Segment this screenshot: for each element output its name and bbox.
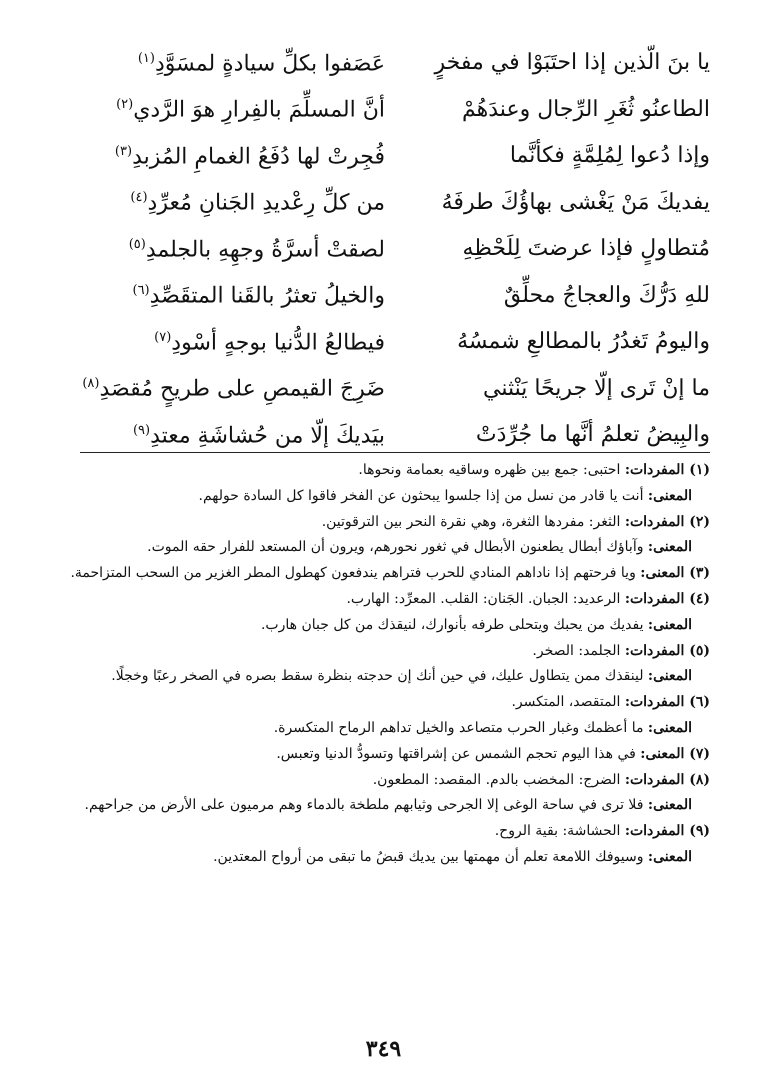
verse-first-hemistich: واليومُ تَغدُرُ بالمطالعِ شمسُهُ (457, 329, 710, 355)
footnote-text: الثغر: مفردها الثغرة، وهي نقرة النحر بين الترقوتين. (321, 513, 625, 530)
verse-second-hemistich (70, 98, 385, 121)
footnote-text: الضرج: المخضب بالدم. المقصد: المطعون. (372, 771, 625, 788)
footnote-text: وسيوفك اللامعة تعلم أن مهمتها بين يديك قبضُ ما تبقى من أرواح المعتدين. (213, 848, 648, 865)
footnote-lead: (٩) المفردات: (624, 823, 710, 840)
footnote-line (60, 690, 710, 716)
footnote-line (60, 484, 710, 510)
verse-line (70, 87, 710, 134)
footnote-line (60, 510, 710, 536)
footnote-line (60, 768, 710, 794)
verse-line (70, 226, 710, 273)
verse-first-hemistich: يفديكَ مَنْ يَغْشى بهاؤُكَ طرفَهُ (441, 189, 710, 215)
footnote-ref: (٣) (114, 143, 133, 159)
footnote-line (60, 664, 710, 690)
footnote-lead: المعنى: (647, 668, 692, 685)
footnote-ref: (٧) (154, 329, 172, 345)
footnote-text: المتقصد، المتكسر. (511, 694, 625, 711)
footnote-line (60, 613, 710, 639)
footnote-lead: (٤) المفردات: (624, 590, 710, 607)
footnote-line (60, 742, 710, 768)
footnote-line (60, 845, 710, 871)
footnote-lead: (٥) المفردات: (624, 642, 710, 659)
verse-second-text: فيطالعُ الدُّنيا بوجهٍ أسْودِ (171, 329, 385, 355)
verse-first-hemistich: الطاعنُو ثُغَرِ الرِّجال وعندَهُمْ (462, 96, 710, 122)
verse-first-hemistich: مُتطاولٍ فإذا عرضتَ لِلَحْظِهِ (462, 236, 710, 262)
verse-line (70, 366, 710, 413)
page-number: ٣٤٩ (365, 1036, 402, 1062)
verse-line (70, 133, 710, 180)
verse-line (70, 180, 710, 227)
verse-second-text: والخيلُ تعثرُ بالقَنا المتقَصِّدِ (149, 283, 385, 309)
footnote-lead: المعنى: (647, 848, 692, 865)
footnote-lead: المعنى: (647, 797, 692, 814)
footnote-ref: (٢) (116, 97, 134, 113)
footnote-text: ما أعظمك وغبار الحرب متصاعد والخيل تداهم الرماح المتكسرة. (273, 719, 648, 736)
verse-second-text: فُجِرتْ لها دُفَعُ الغمامِ المُزبدِ (132, 143, 385, 169)
footnote-lead: المعنى: (647, 719, 692, 736)
footnote-line (60, 716, 710, 742)
verse-first-hemistich: والبِيضُ تعلمُ أنَّها ما جُرِّدَتْ (475, 422, 710, 448)
footnote-lead: المعنى: (647, 616, 692, 633)
footnote-lead: (١) المفردات: (624, 462, 710, 478)
footnote-text: وآباؤك أبطال يطعنون الأبطال في ثغور نحورهم، ويرون أن المستعد للفرار حقه الموت. (147, 539, 648, 556)
footnote-lead: (٨) المفردات: (624, 771, 710, 788)
verse-second-hemistich (70, 191, 385, 214)
footnote-line (60, 587, 710, 613)
verse-first-hemistich: للهِ دَرُّكَ والعجاجُ محلِّقٌ (503, 282, 710, 308)
footnote-text: الرعديد: الجبان. الجَنان: القلب. المعرِّد: الهارب. (346, 590, 625, 607)
verse-second-hemistich (70, 284, 385, 307)
footnote-ref: (٩) (132, 422, 151, 438)
footnote-lead: (٧) المعنى: (640, 745, 710, 762)
footnote-text: في هذا اليوم تحجم الشمس عن إشراقتها وتسودُّ الدنيا وتعبس. (276, 745, 641, 762)
verse-second-hemistich (70, 238, 385, 261)
verse-second-hemistich (70, 424, 385, 447)
verse-second-text: عَصَفوا بكلِّ سيادةٍ لمسَوَّدِ (154, 50, 385, 76)
verse-second-text: ضَرِجَ القيمصِ على طريحٍ مُقصَدِ (99, 376, 385, 402)
footnote-lead: (٢) المفردات: (624, 513, 710, 530)
verse-second-hemistich (70, 145, 385, 168)
footnote-line (60, 458, 710, 484)
footnote-separator (80, 452, 710, 453)
verse-first-hemistich: وإذا دُعوا لِمُلِمَّةٍ فكأنَّما (509, 143, 710, 169)
footnote-line (60, 535, 710, 561)
footnote-lead: (٦) المفردات: (624, 694, 710, 711)
footnote-ref: (٥) (128, 236, 146, 252)
verse-second-hemistich (70, 377, 385, 400)
footnotes (60, 458, 710, 871)
footnote-ref: (٤) (130, 190, 148, 206)
footnote-text: فلا ترى في ساحة الوغى إلا الجرحى وثيابهم ملطخة بالدماء وهم مرميون على الأرض من جراحهم. (84, 797, 648, 814)
verse-line (70, 319, 710, 366)
footnote-text: أنت يا قادر من نسل من إذا جلسوا يبحثون عن الفخر فاقوا كل السادة حولهم. (198, 487, 648, 504)
footnote-line (60, 819, 710, 845)
footnote-lead: (٣) المعنى: (640, 565, 710, 582)
footnote-line (60, 639, 710, 665)
footnote-ref: (١) (137, 50, 155, 66)
verse-second-text: أنَّ المسلِّمَ بالفِرارِ هوَ الرَّدي (133, 97, 385, 123)
footnote-text: ويا فرحتهم إذا ناداهم المنادي للحرب فتراهم يندفعون كهطول المطر الغزير من السحب المتزاحمة. (70, 565, 641, 582)
footnote-ref: (٨) (82, 376, 100, 392)
verse-second-text: بيَديكَ إلّا من حُشاشَةِ معتدِ (150, 422, 385, 448)
footnote-line (60, 561, 710, 587)
verse-line (70, 40, 710, 87)
poem-verses (70, 40, 710, 459)
footnote-lead: المعنى: (647, 539, 692, 556)
verse-second-text: من كلِّ رِعْديدِ الجَنانِ مُعرِّدِ (147, 190, 385, 216)
footnote-line (60, 793, 710, 819)
footnote-text: يفديك من يحبك ويتحلى طرفه بأنوارك، لنيقذك من كل جبان هارب. (260, 616, 648, 633)
verse-first-hemistich: يا بنَ الّذين إذا احتَبَوْا في مفخرٍ (434, 50, 710, 76)
footnote-text: الحشاشة: بقية الروح. (494, 823, 625, 840)
verse-line (70, 273, 710, 320)
footnote-lead: المعنى: (647, 487, 692, 504)
footnote-text: احتبى: جمع بين ظهره وساقيه بعمامة ونحوها. (358, 462, 625, 478)
verse-first-hemistich: ما إنْ تَرى إلّا جريحًا يَنْثني (482, 375, 710, 401)
verse-second-hemistich (70, 331, 385, 354)
footnote-ref: (٦) (132, 283, 150, 299)
verse-second-hemistich (70, 52, 385, 75)
verse-second-text: لصقتْ أسرَّةُ وجهِهِ بالجلمدِ (145, 236, 385, 262)
footnote-text: لينقذك ممن يتطاول عليك، في حين أنك إن حدجته بنظرة سقط بصره في الصخر رعبًا وخجلًا. (111, 668, 648, 685)
footnote-text: الجلمد: الصخر. (532, 642, 625, 659)
